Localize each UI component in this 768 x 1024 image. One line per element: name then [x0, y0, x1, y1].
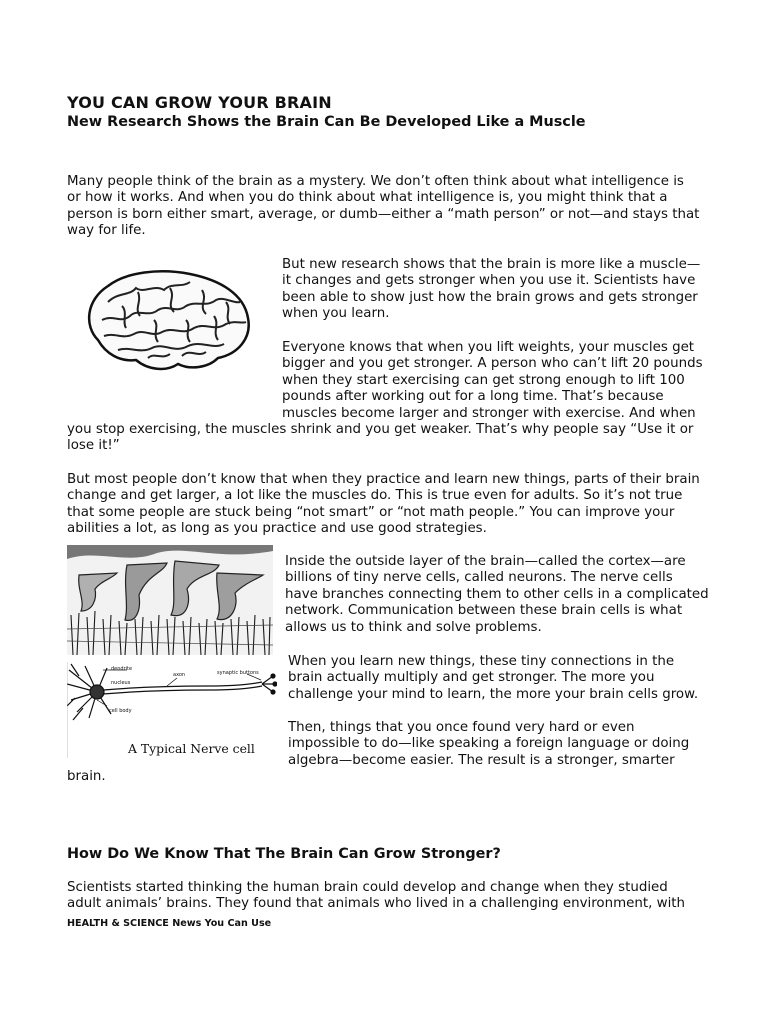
paragraph-weights-continued: [67, 422, 727, 455]
cortex-neurons-illustration-icon: [67, 545, 273, 655]
text-line: But most people don’t know that when they practice and learn new things, parts of their brain: [67, 472, 700, 487]
text-line: brain actually multiply and get stronger. The more you: [288, 670, 655, 686]
text-line: way for life.: [67, 223, 146, 239]
text-line: allows us to think and solve problems.: [285, 619, 542, 635]
text-line: have branches connecting them to other cells in a complicated: [285, 586, 709, 602]
text-line: Inside the outside layer of the brain—called the cortex—are: [285, 554, 686, 569]
paragraph-easier: [288, 720, 727, 769]
text-line: person is born either smart, average, or dumb—either a “math person” or not—and stays that: [67, 206, 700, 222]
nerve-label-axon: axon: [173, 672, 186, 678]
paragraph-weights: [282, 340, 727, 422]
text-line: when you learn.: [282, 306, 390, 322]
text-line: Many people think of the brain as a mystery. We don’t often think about what intelligence is: [67, 174, 684, 189]
page-footer: HEALTH & SCIENCE News You Can Use: [67, 918, 272, 929]
text-line: you stop exercising, the muscles shrink and you get weaker. That’s why people say “Use it or: [67, 422, 694, 437]
text-line: When you learn new things, these tiny connections in the: [288, 654, 675, 669]
text-line: billions of tiny nerve cells, called neurons. The nerve cells: [285, 570, 673, 586]
paragraph-connections: [288, 654, 727, 703]
nerve-label-dendrite: dendrite: [111, 666, 133, 672]
text-line: network. Communication between these brain cells is what: [285, 603, 683, 619]
brain-illustration-icon: [78, 262, 258, 382]
text-line: challenge your mind to learn, the more your brain cells grow.: [288, 686, 699, 702]
text-line: bigger and you get stronger. A person who can’t lift 20 pounds: [282, 356, 703, 372]
text-line: Scientists started thinking the human brain could develop and change when they studied: [67, 880, 668, 895]
paragraph-intro: [67, 174, 727, 240]
paragraph-easier-continued: [67, 769, 727, 785]
text-line: abilities a lot, as long as you practice and use good strategies.: [67, 521, 487, 537]
paragraph-cortex: [285, 554, 727, 636]
text-line: pounds after working out for a long time. That’s because: [282, 389, 664, 405]
text-line: But new research shows that the brain is more like a muscle—: [282, 257, 701, 272]
text-line: brain.: [67, 769, 106, 784]
section-heading: How Do We Know That The Brain Can Grow Stronger?: [67, 846, 501, 862]
text-line: that some people are stuck being “not smart” or “not math people.” You can improve your: [67, 504, 675, 520]
nerve-label-synaptic-buttons: synaptic buttons: [217, 670, 259, 676]
paragraph-scientists: [67, 880, 727, 913]
page-subtitle: New Research Shows the Brain Can Be Developed Like a Muscle: [67, 114, 586, 130]
text-line: been able to show just how the brain grows and gets stronger: [282, 289, 698, 305]
text-line: adult animals’ brains. They found that animals who lived in a challenging environment, with: [67, 896, 686, 912]
text-line: algebra—become easier. The result is a stronger, smarter: [288, 752, 675, 768]
text-line: Then, things that you once found very hard or even: [288, 720, 635, 735]
nerve-cell-caption: A Typical Nerve cell: [128, 741, 255, 756]
text-line: lose it!”: [67, 438, 120, 454]
nerve-label-cell-body: cell body: [109, 708, 132, 714]
text-line: or how it works. And when you do think about what intelligence is, you might think that a: [67, 190, 668, 206]
text-line: when they start exercising can get strong enough to lift 100: [282, 372, 685, 388]
page-title: YOU CAN GROW YOUR BRAIN: [67, 93, 332, 112]
text-line: muscles become larger and stronger with exercise. And when: [282, 405, 696, 421]
paragraph-practice: [67, 472, 727, 538]
text-line: it changes and gets stronger when you use it. Scientists have: [282, 273, 696, 289]
nerve-label-nucleus: nucleus: [111, 680, 131, 686]
paragraph-muscle: [282, 257, 727, 323]
text-line: Everyone knows that when you lift weights, your muscles get: [282, 340, 695, 355]
text-line: impossible to do—like speaking a foreign language or doing: [288, 736, 690, 752]
text-line: change and get larger, a lot like the muscles do. This is true even for adults. So it’s not true: [67, 488, 683, 504]
